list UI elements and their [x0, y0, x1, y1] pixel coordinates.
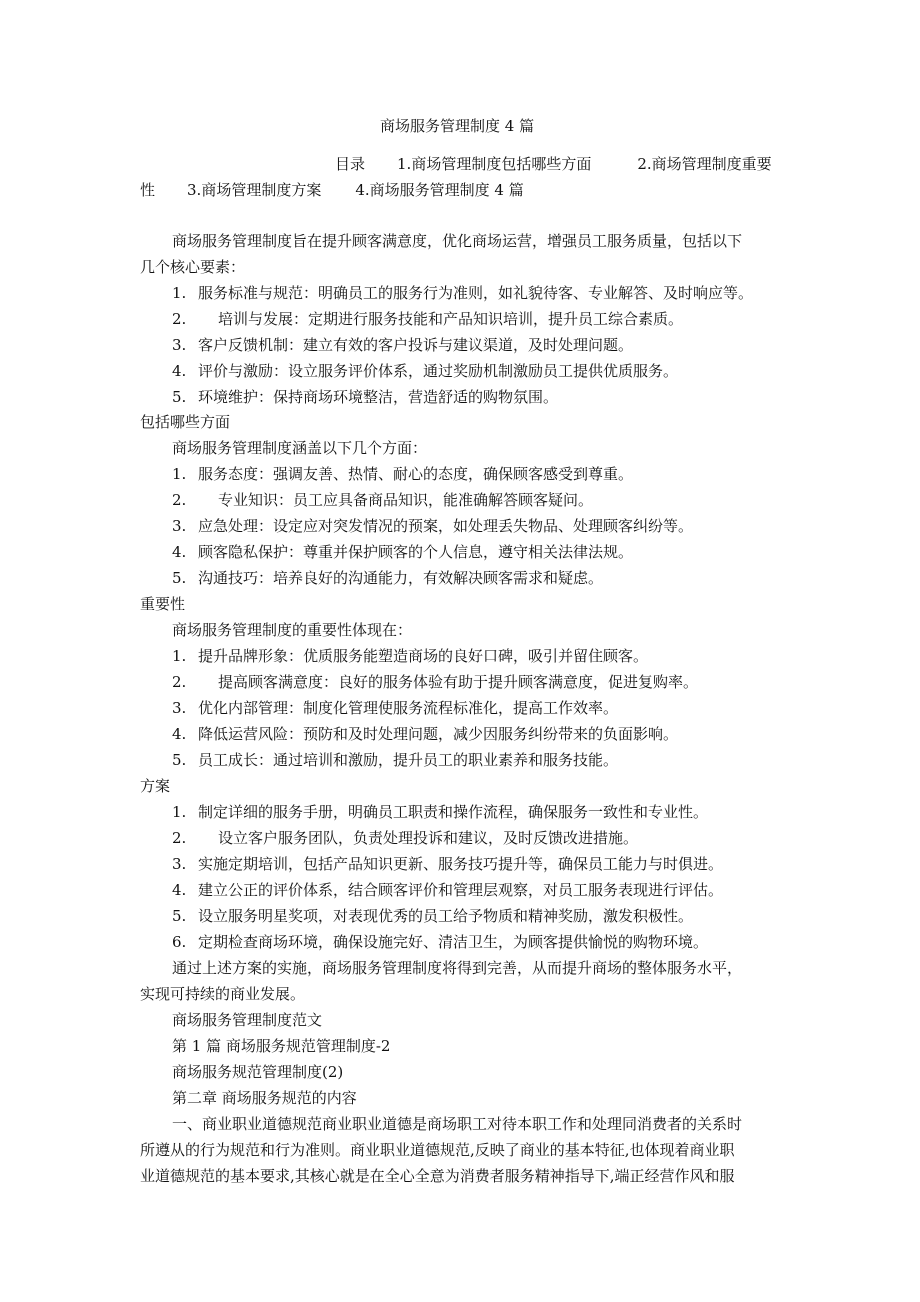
- section3-heading: 方案: [140, 777, 171, 795]
- toc-item-2[interactable]: 2.商场管理制度重要: [637, 155, 772, 173]
- intro-item-5: 5. 环境维护：保持商场环境整洁，营造舒适的购物氛围。: [172, 388, 559, 406]
- section3-conclusion-line-1: 通过上述方案的实施，商场服务管理制度将得到完善，从而提升商场的整体服务水平，: [172, 959, 743, 977]
- section2-lead: 商场服务管理制度的重要性体现在：: [172, 621, 413, 639]
- sample-chapter: 第二章 商场服务规范的内容: [172, 1089, 357, 1107]
- intro-item-3: 3. 客户反馈机制：建立有效的客户投诉与建议渠道，及时处理问题。: [172, 336, 634, 354]
- section1-item-2: 2. 专业知识：员工应具备商品知识，能准确解答顾客疑问。: [172, 491, 594, 509]
- sample-para-line-3: 业道德规范的基本要求,其核心就是在全心全意为消费者服务精神指导下,端正经营作风和服: [140, 1167, 735, 1185]
- section3-item-4: 4. 建立公正的评价体系，结合顾客评价和管理层观察，对员工服务表现进行评估。: [172, 881, 724, 899]
- intro-line-2: 几个核心要素：: [140, 258, 246, 276]
- intro-item-1: 1. 服务标准与规范：明确员工的服务行为准则，如礼貌待客、专业解答、及时响应等。: [172, 284, 754, 302]
- sample-para-line-2: 所遵从的行为规范和行为准则。商业职业道德规范,反映了商业的基本特征,也体现着商业职: [140, 1141, 735, 1159]
- section2-item-3: 3. 优化内部管理：制度化管理使服务流程标准化，提高工作效率。: [172, 699, 619, 717]
- section1-lead: 商场服务管理制度涵盖以下几个方面：: [172, 439, 428, 457]
- section1-heading: 包括哪些方面: [140, 413, 231, 431]
- section2-item-1: 1. 提升品牌形象：优质服务能塑造商场的良好口碑，吸引并留住顾客。: [172, 647, 649, 665]
- toc-item-3[interactable]: 3.商场管理制度方案: [187, 181, 322, 199]
- intro-item-2: 2. 培训与发展：定期进行服务技能和产品知识培训，提升员工综合素质。: [172, 310, 684, 328]
- section2-item-5: 5. 员工成长：通过培训和激励，提升员工的职业素养和服务技能。: [172, 751, 619, 769]
- section3-item-6: 6. 定期检查商场环境，确保设施完好、清洁卫生，为顾客提供愉悦的购物环境。: [172, 933, 709, 951]
- toc-item-1[interactable]: 1.商场管理制度包括哪些方面: [397, 155, 592, 173]
- section1-item-5: 5. 沟通技巧：培养良好的沟通能力，有效解决顾客需求和疑虑。: [172, 569, 604, 587]
- section2-heading: 重要性: [140, 595, 186, 613]
- section1-item-4: 4. 顾客隐私保护：尊重并保护顾客的个人信息，遵守相关法律法规。: [172, 543, 634, 561]
- section3-item-5: 5. 设立服务明星奖项，对表现优秀的员工给予物质和精神奖励，激发积极性。: [172, 907, 694, 925]
- sample-part: 第 1 篇 商场服务规范管理制度-2: [172, 1037, 391, 1055]
- section3-conclusion-line-2: 实现可持续的商业发展。: [140, 985, 306, 1003]
- section1-item-1: 1. 服务态度：强调友善、热情、耐心的态度，确保顾客感受到尊重。: [172, 465, 634, 483]
- toc-line-2: [140, 179, 524, 201]
- toc-item-2-cont[interactable]: 性: [140, 181, 156, 199]
- sample-subtitle: 商场服务规范管理制度(2): [172, 1063, 344, 1081]
- sample-heading: 商场服务管理制度范文: [172, 1011, 323, 1029]
- section1-item-3: 3. 应急处理：设定应对突发情况的预案，如处理丢失物品、处理顾客纠纷等。: [172, 517, 694, 535]
- section3-item-3: 3. 实施定期培训，包括产品知识更新、服务技巧提升等，确保员工能力与时俱进。: [172, 855, 724, 873]
- intro-line-1: 商场服务管理制度旨在提升顾客满意度，优化商场运营，增强员工服务质量，包括以下: [172, 232, 743, 250]
- section3-item-1: 1. 制定详细的服务手册，明确员工职责和操作流程，确保服务一致性和专业性。: [172, 803, 709, 821]
- toc-label: 目录: [335, 155, 366, 173]
- section3-item-2: 2. 设立客户服务团队，负责处理投诉和建议，及时反馈改进措施。: [172, 829, 639, 847]
- toc-item-4[interactable]: 4.商场服务管理制度 4 篇: [355, 181, 524, 199]
- intro-item-4: 4. 评价与激励：设立服务评价体系，通过奖励机制激励员工提供优质服务。: [172, 362, 679, 380]
- section2-item-2: 2. 提高顾客满意度：良好的服务体验有助于提升顾客满意度，促进复购率。: [172, 673, 699, 691]
- toc-line-1: [335, 153, 772, 175]
- document-title: 商场服务管理制度 4 篇: [380, 117, 535, 135]
- sample-para-line-1: 一、商业职业道德规范商业职业道德是商场职工对待本职工作和处理同消费者的关系时: [172, 1115, 743, 1133]
- section2-item-4: 4. 降低运营风险：预防和及时处理问题，减少因服务纠纷带来的负面影响。: [172, 725, 679, 743]
